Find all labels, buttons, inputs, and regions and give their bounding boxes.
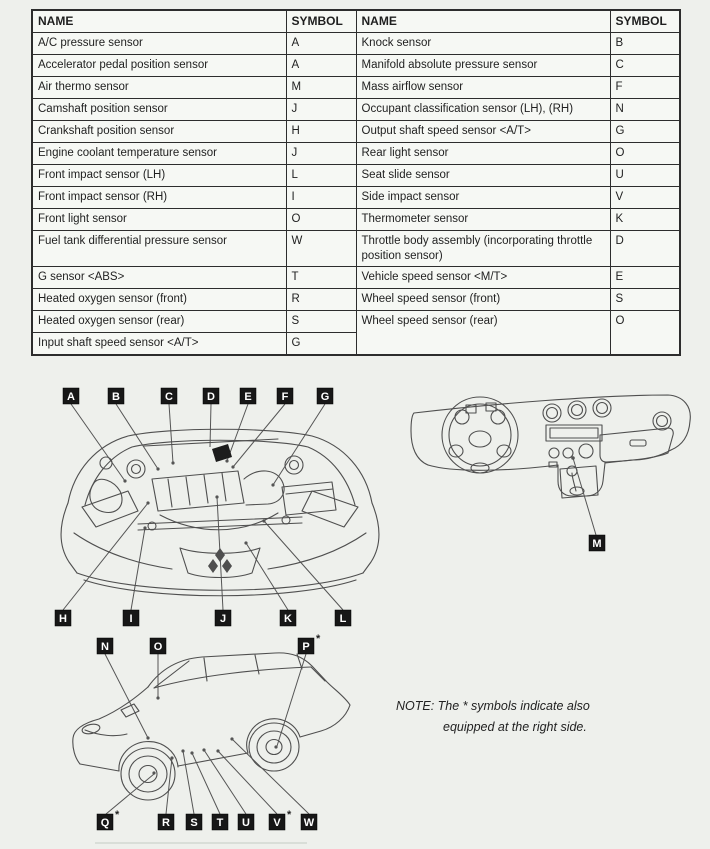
svg-text:I: I xyxy=(129,613,133,625)
svg-text:O: O xyxy=(153,641,163,653)
table-row xyxy=(32,289,680,311)
sensor-symbol-table xyxy=(31,9,681,356)
callout-w xyxy=(301,814,317,830)
sensor-symbol-cell: O xyxy=(610,311,680,356)
sensor-symbol-cell: C xyxy=(610,55,680,77)
side-view-line-art xyxy=(73,653,350,800)
svg-text:C: C xyxy=(165,391,173,403)
callout-b xyxy=(108,388,124,404)
sensor-name-cell: Heated oxygen sensor (front) xyxy=(32,289,286,311)
sensor-symbol-cell: J xyxy=(286,99,356,121)
svg-text:L: L xyxy=(339,613,347,625)
sensor-symbol-cell: V xyxy=(610,187,680,209)
sensor-symbol-cell: F xyxy=(610,77,680,99)
sensor-name-cell: Front impact sensor (RH) xyxy=(32,187,286,209)
footer-divider xyxy=(95,842,307,844)
sensor-name-cell: Side impact sensor xyxy=(356,187,610,209)
svg-text:H: H xyxy=(59,613,67,625)
callout-e xyxy=(240,388,256,404)
sensor-symbol-cell: S xyxy=(286,311,356,333)
table-row xyxy=(32,33,680,55)
sensor-symbol-cell: L xyxy=(286,165,356,187)
callout-m xyxy=(589,535,605,551)
svg-text:T: T xyxy=(216,817,224,829)
sensor-symbol-cell: H xyxy=(286,121,356,143)
svg-text:S: S xyxy=(190,817,198,829)
callout-t xyxy=(212,814,228,830)
callout-v xyxy=(269,814,285,830)
table-row xyxy=(32,267,680,289)
symbol-header: SYMBOL xyxy=(286,10,356,33)
black-component-marker xyxy=(212,444,232,462)
callout-u xyxy=(238,814,254,830)
sensor-symbol-cell: D xyxy=(610,231,680,267)
sensor-symbol-cell: R xyxy=(286,289,356,311)
callout-n xyxy=(97,638,113,654)
svg-text:F: F xyxy=(281,391,289,403)
sensor-name-cell: Occupant classification sensor (LH), (RH) xyxy=(356,99,610,121)
sensor-name-cell: Accelerator pedal position sensor xyxy=(32,55,286,77)
callout-p-star: * xyxy=(316,633,321,645)
table-row xyxy=(32,77,680,99)
table-row xyxy=(32,187,680,209)
sensor-name-cell: Manifold absolute pressure sensor xyxy=(356,55,610,77)
svg-text:A: A xyxy=(67,391,75,403)
table-row xyxy=(32,121,680,143)
sensor-symbol-cell: I xyxy=(286,187,356,209)
sensor-symbol-cell: W xyxy=(286,231,356,267)
callout-r xyxy=(158,814,174,830)
svg-text:N: N xyxy=(101,641,109,653)
svg-text:V: V xyxy=(273,817,281,829)
sensor-name-cell: Mass airflow sensor xyxy=(356,77,610,99)
callout-j xyxy=(215,610,231,626)
callout-g xyxy=(317,388,333,404)
svg-text:E: E xyxy=(244,391,252,403)
svg-text:M: M xyxy=(592,538,602,550)
table-row xyxy=(32,165,680,187)
sensor-name-cell: Thermometer sensor xyxy=(356,209,610,231)
sensor-name-cell: Engine coolant temperature sensor xyxy=(32,143,286,165)
sensor-name-cell: Input shaft speed sensor <A/T> xyxy=(32,333,286,356)
svg-text:Q: Q xyxy=(100,817,110,829)
callout-l xyxy=(335,610,351,626)
sensor-name-cell: Wheel speed sensor (rear) xyxy=(356,311,610,356)
svg-text:G: G xyxy=(320,391,330,403)
sensor-name-cell: Rear light sensor xyxy=(356,143,610,165)
callout-h xyxy=(55,610,71,626)
sensor-symbol-cell: A xyxy=(286,33,356,55)
dashboard-line-art xyxy=(411,395,690,498)
sensor-symbol-cell: S xyxy=(610,289,680,311)
callout-d xyxy=(203,388,219,404)
callout-v-star: * xyxy=(287,809,292,821)
sensor-name-cell: A/C pressure sensor xyxy=(32,33,286,55)
sensor-name-cell: Heated oxygen sensor (rear) xyxy=(32,311,286,333)
note-line-2: equipped at the right side. xyxy=(443,720,587,734)
sensor-symbol-cell: O xyxy=(610,143,680,165)
sensor-symbol-cell: T xyxy=(286,267,356,289)
sensor-symbol-cell: E xyxy=(610,267,680,289)
sensor-name-cell: Output shaft speed sensor <A/T> xyxy=(356,121,610,143)
callout-p xyxy=(298,638,314,654)
sensor-symbol-cell: B xyxy=(610,33,680,55)
callout-o xyxy=(150,638,166,654)
note-text xyxy=(396,696,676,738)
svg-text:D: D xyxy=(207,391,215,403)
svg-text:B: B xyxy=(112,391,120,403)
sensor-name-cell: G sensor <ABS> xyxy=(32,267,286,289)
sensor-symbol-cell: G xyxy=(610,121,680,143)
sensor-name-cell: Knock sensor xyxy=(356,33,610,55)
sensor-symbol-cell: M xyxy=(286,77,356,99)
side-view-diagram xyxy=(55,630,400,835)
table-row xyxy=(32,143,680,165)
svg-text:W: W xyxy=(303,817,315,829)
engine-bay-diagram xyxy=(40,383,400,633)
dashboard-leader-dot xyxy=(571,456,575,460)
callout-c xyxy=(161,388,177,404)
sensor-symbol-cell: U xyxy=(610,165,680,187)
sensor-name-cell: Wheel speed sensor (front) xyxy=(356,289,610,311)
symbol-header: SYMBOL xyxy=(610,10,680,33)
svg-text:J: J xyxy=(219,613,227,625)
sensor-name-cell: Air thermo sensor xyxy=(32,77,286,99)
sensor-symbol-cell: N xyxy=(610,99,680,121)
callout-i xyxy=(123,610,139,626)
table-header-row xyxy=(32,10,680,33)
table-row xyxy=(32,209,680,231)
sensor-name-cell: Crankshaft position sensor xyxy=(32,121,286,143)
callout-q xyxy=(97,814,113,830)
sensor-symbol-cell: J xyxy=(286,143,356,165)
svg-text:K: K xyxy=(284,613,292,625)
table-row xyxy=(32,311,680,333)
sensor-name-cell: Front light sensor xyxy=(32,209,286,231)
sensor-symbol-cell: K xyxy=(610,209,680,231)
svg-text:R: R xyxy=(162,817,170,829)
callout-a xyxy=(63,388,79,404)
svg-text:U: U xyxy=(242,817,250,829)
name-header: NAME xyxy=(32,10,286,33)
engine-leader-dots xyxy=(123,459,274,544)
dashboard-diagram xyxy=(400,383,700,558)
sensor-symbol-cell: G xyxy=(286,333,356,356)
sensor-name-cell: Throttle body assembly (incorporating throttle position sensor) xyxy=(356,231,610,267)
sensor-name-cell: Seat slide sensor xyxy=(356,165,610,187)
table-row xyxy=(32,55,680,77)
callout-k xyxy=(280,610,296,626)
sensor-name-cell: Front impact sensor (LH) xyxy=(32,165,286,187)
note-line-1: NOTE: The * symbols indicate also xyxy=(396,699,590,713)
table-row xyxy=(32,99,680,121)
sensor-name-cell: Vehicle speed sensor <M/T> xyxy=(356,267,610,289)
sensor-symbol-cell: A xyxy=(286,55,356,77)
callout-f xyxy=(277,388,293,404)
name-header: NAME xyxy=(356,10,610,33)
svg-text:P: P xyxy=(302,641,310,653)
callout-q-star: * xyxy=(115,809,120,821)
table-row xyxy=(32,231,680,267)
sensor-name-cell: Fuel tank differential pressure sensor xyxy=(32,231,286,267)
callout-s xyxy=(186,814,202,830)
mitsubishi-logo xyxy=(208,548,232,573)
sensor-name-cell: Camshaft position sensor xyxy=(32,99,286,121)
sensor-symbol-cell: O xyxy=(286,209,356,231)
